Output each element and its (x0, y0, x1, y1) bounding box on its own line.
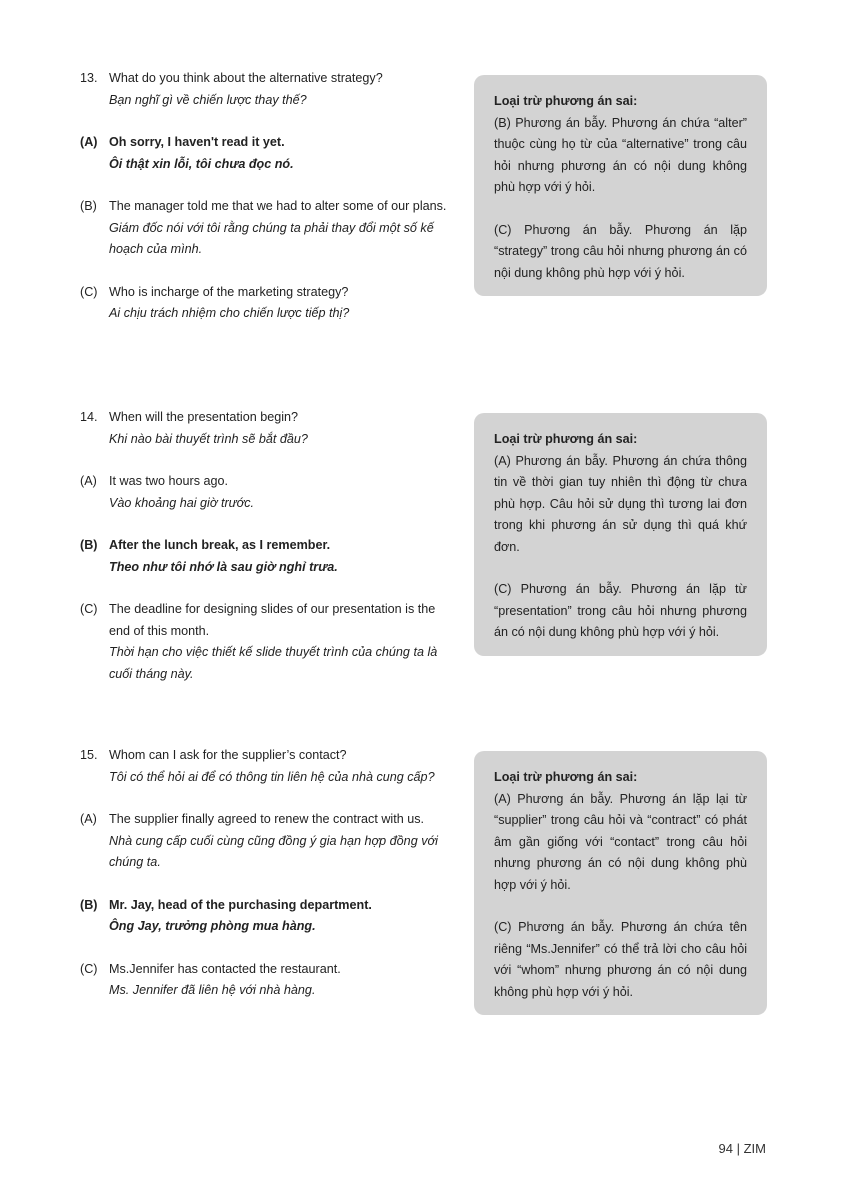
explanation-paragraph: (A) Phương án bẫy. Phương án chứa thông tin về thời gian tuy nhiên thì động từ chưa phù hợp. Câu hỏi sử dụng thì tương lai đơn trong khi phương án sử dụng thì quá khứ đơn. (494, 453, 747, 554)
option-text-vi: Vào khoảng hai giờ trước. (109, 495, 255, 510)
question-text-vi: Tôi có thể hỏi ai để có thông tin liên hệ của nhà cung cấp? (109, 769, 435, 784)
option-text-en: Who is incharge of the marketing strategy? (109, 284, 349, 299)
explanation-paragraph: (C) Phương án bẫy. Phương án lặp từ “presentation” trong câu hỏi nhưng phương án có nội dung không phù hợp với ý hỏi. (494, 582, 747, 639)
option-a (80, 809, 450, 874)
option-b (80, 535, 450, 578)
question-stem (80, 407, 450, 450)
question-block-14 (80, 407, 450, 685)
explanation-paragraph: (C) Phương án bẫy. Phương án chứa tên riêng “Ms.Jennifer” có thể trả lời cho câu hỏi với “whom” nhưng phương án có nội dung không phù hợp với ý hỏi. (494, 920, 747, 999)
explanation-title: Loại trừ phương án sai: (494, 94, 638, 108)
option-b (80, 196, 450, 261)
option-text-en: The supplier finally agreed to renew the contract with us. (109, 812, 425, 826)
question-stem (80, 745, 450, 788)
option-text-en: Ms.Jennifer has contacted the restaurant. (109, 961, 341, 976)
explanation-paragraph: (C) Phương án bẫy. Phương án lặp “strategy” trong câu hỏi nhưng phương án có nội dung không phù hợp với ý hỏi. (494, 222, 747, 280)
option-c (80, 959, 450, 1002)
option-text-vi: Ôi thật xin lỗi, tôi chưa đọc nó. (109, 156, 294, 171)
option-label: (A) (80, 474, 97, 488)
option-text-en: It was two hours ago. (109, 474, 229, 488)
question-text-vi: Bạn nghĩ gì về chiến lược thay thế? (109, 92, 307, 107)
explanation-box-15 (474, 751, 767, 1015)
option-a (80, 132, 450, 175)
question-block-15 (80, 745, 450, 1002)
option-text-vi: Theo như tôi nhớ là sau giờ nghỉ trưa. (109, 559, 338, 574)
question-stem (80, 68, 450, 111)
question-text-en: What do you think about the alternative strategy? (109, 71, 383, 85)
option-text-en: The deadline for designing slides of our presentation is the end of this month. (109, 602, 436, 638)
option-b (80, 895, 450, 938)
option-text-vi: Ông Jay, trưởng phòng mua hàng. (109, 919, 316, 933)
question-text-en: Whom can I ask for the supplier’s contact? (109, 748, 347, 762)
page-footer: 94 | ZIM (718, 1141, 766, 1156)
option-text-en: Oh sorry, I haven't read it yet. (109, 135, 285, 149)
explanation-box-14 (474, 413, 767, 656)
option-label: (B) (80, 538, 98, 552)
option-text-en: Mr. Jay, head of the purchasing department. (109, 897, 372, 912)
option-text-en: The manager told me that we had to alter some of our plans. (109, 199, 447, 213)
option-c (80, 282, 450, 325)
option-label: (B) (80, 897, 98, 912)
option-label: (C) (80, 961, 98, 976)
option-label: (C) (80, 602, 98, 616)
option-text-vi: Ai chịu trách nhiệm cho chiến lược tiếp thị? (109, 306, 350, 320)
option-text-vi: Ms. Jennifer đã liên hệ với nhà hàng. (109, 983, 316, 997)
option-text-en: After the lunch break, as I remember. (109, 538, 331, 552)
option-c (80, 599, 450, 685)
option-text-vi: Thời hạn cho việc thiết kế slide thuyết trình của chúng ta là cuối tháng này. (109, 645, 438, 681)
question-text-en: When will the presentation begin? (109, 410, 299, 424)
explanation-box-13 (474, 75, 767, 296)
question-number: 14. (80, 410, 98, 424)
explanation-title: Loại trừ phương án sai: (494, 770, 638, 784)
question-text-vi: Khi nào bài thuyết trình sẽ bắt đầu? (109, 431, 308, 446)
option-text-vi: Giám đốc nói với tôi rằng chúng ta phải thay đổi một số kế hoạch của mình. (109, 220, 434, 256)
option-label: (A) (80, 812, 97, 826)
option-a (80, 471, 450, 514)
explanation-paragraph: (B) Phương án bẫy. Phương án chứa “alter” thuộc cùng họ từ của “alternative” trong câu hỏi nhưng phương án có nội dung không phù hợp với ý hỏi. (494, 115, 747, 194)
option-label: (B) (80, 199, 97, 213)
question-block-13 (80, 68, 450, 325)
option-text-vi: Nhà cung cấp cuối cùng cũng đồng ý gia hạn hợp đồng với chúng ta. (109, 833, 438, 869)
explanation-paragraph: (A) Phương án bẫy. Phương án lặp lại từ “supplier” trong câu hỏi và “contract” có phát âm gần giống với “contact” trong câu hỏi nhưng phương án có nội dung không phù hợp với ý hỏi. (494, 791, 747, 892)
option-label: (C) (80, 284, 98, 299)
option-label: (A) (80, 135, 98, 149)
question-number: 13. (80, 71, 98, 85)
explanation-title: Loại trừ phương án sai: (494, 432, 638, 446)
question-number: 15. (80, 748, 98, 762)
